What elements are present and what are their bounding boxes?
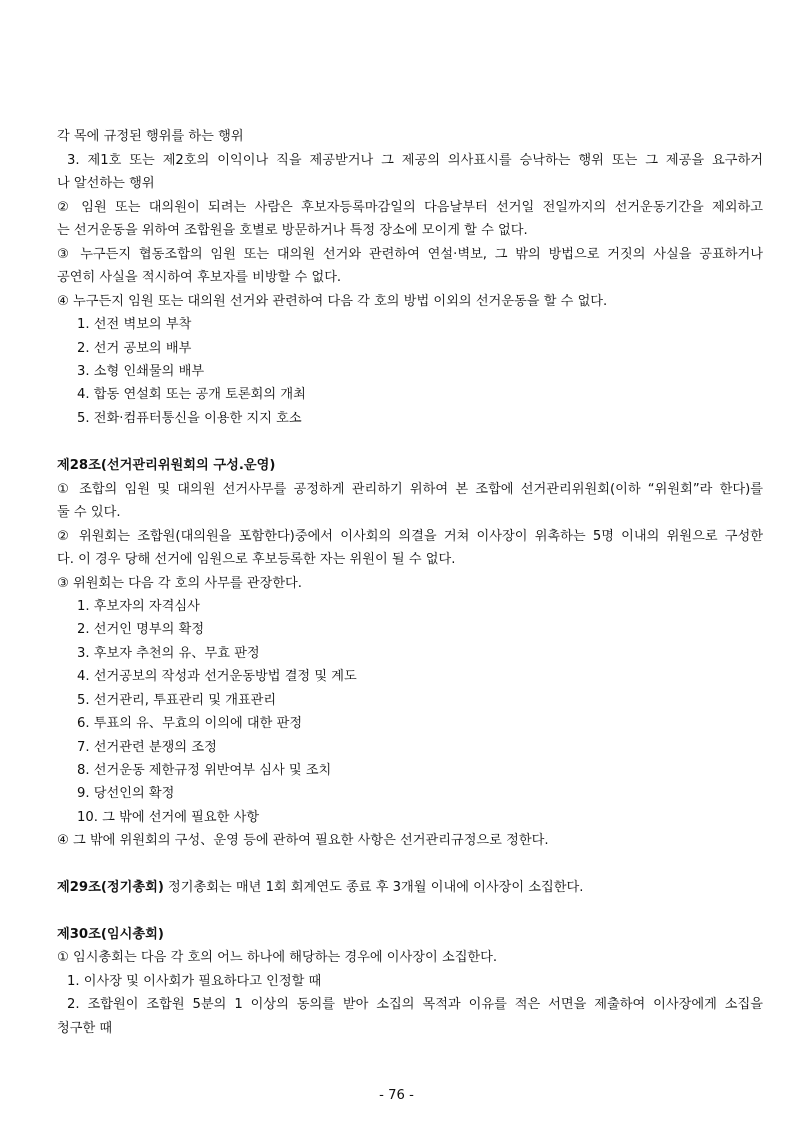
text-line: 둘 수 있다. — [57, 505, 121, 520]
list-item: 3. 후보자 추천의 유、무효 판정 — [77, 646, 260, 661]
paragraph-line: ① 임시총회는 다음 각 호의 어느 하나에 해당하는 경우에 이사장이 소집한다. — [57, 950, 498, 965]
paragraph-line: ② 임원 또는 대의원이 되려는 사람은 후보자등록마감일의 다음날부터 선거일 전일까지의 선거운동기간을 제외하고 — [57, 200, 763, 215]
text-line: 는 선거운동을 위하여 조합원을 호별로 방문하거나 특정 장소에 모이게 할 수 없다. — [57, 223, 528, 238]
list-item: 5. 선거관리, 투표관리 및 개표관리 — [77, 693, 277, 708]
list-item: 6. 투표의 유、무효의 이의에 대한 판정 — [77, 716, 303, 731]
article-heading: 제29조(정기총회) — [57, 880, 164, 895]
list-item: 10. 그 밖에 선거에 필요한 사항 — [77, 810, 260, 825]
page-number: - 76 - — [379, 1088, 414, 1103]
list-item: 1. 선전 벽보의 부착 — [77, 317, 192, 332]
paragraph-line: ① 조합의 임원 및 대의원 선거사무를 공정하게 관리하기 위하여 본 조합에 선거관리위원회(이하 “위원회”라 한다)를 — [57, 482, 763, 497]
list-item: 7. 선거관련 분쟁의 조정 — [77, 740, 217, 755]
article-line — [57, 878, 763, 898]
list-item: 3. 소형 인쇄물의 배부 — [77, 364, 205, 379]
text-line: 나 알선하는 행위 — [57, 176, 155, 191]
article-heading: 제28조(선거관리위원회의 구성.운영) — [57, 458, 276, 473]
list-item: 2. 선거 공보의 배부 — [77, 341, 192, 356]
list-item: 1. 후보자의 자격심사 — [77, 599, 200, 614]
list-item: 4. 합동 연설회 또는 공개 토론회의 개최 — [77, 387, 306, 402]
list-item: 4. 선거공보의 작성과 선거운동방법 결정 및 계도 — [77, 669, 357, 684]
list-item: 3. 제1호 또는 제2호의 이익이나 직을 제공받거나 그 제공의 의사표시를 승낙하는 행위 또는 그 제공을 요구하거 — [67, 153, 763, 168]
article-heading: 제30조(임시총회) — [57, 927, 164, 942]
paragraph-line: ④ 누구든지 임원 또는 대의원 선거와 관련하여 다음 각 호의 방법 이외의 선거운동을 할 수 없다. — [57, 294, 608, 309]
list-item: 2. 선거인 명부의 확정 — [77, 622, 205, 637]
list-item: 1. 이사장 및 이사회가 필요하다고 인정할 때 — [67, 974, 322, 989]
list-item: 5. 전화·컴퓨터통신을 이용한 지지 호소 — [77, 411, 302, 426]
text-line: 다. 이 경우 당해 선거에 임원으로 후보등록한 자는 위원이 될 수 없다. — [57, 552, 456, 567]
list-item: 9. 당선인의 확정 — [77, 786, 175, 801]
list-item: 2. 조합원이 조합원 5분의 1 이상의 동의를 받아 소집의 목적과 이유를 적은 서면을 제출하여 이사장에게 소집을 — [67, 997, 763, 1012]
text-line: 청구한 때 — [57, 1021, 113, 1036]
text-line: 각 목에 규정된 행위를 하는 행위 — [57, 129, 244, 144]
article-body: 정기총회는 매년 1회 회계연도 종료 후 3개월 이내에 이사장이 소집한다. — [163, 880, 584, 895]
text-line: 공연히 사실을 적시하여 후보자를 비방할 수 없다. — [57, 270, 342, 285]
paragraph-line: ④ 그 밖에 위원회의 구성、운영 등에 관하여 필요한 사항은 선거관리규정으로 정한다. — [57, 833, 549, 848]
list-item: 8. 선거운동 제한규정 위반여부 심사 및 조치 — [77, 763, 332, 778]
paragraph-line: ③ 누구든지 협동조합의 임원 또는 대의원 선거와 관련하여 연설·벽보, 그 밖의 방법으로 거짓의 사실을 공표하거나 — [57, 247, 763, 262]
paragraph-line: ② 위원회는 조합원(대의원을 포함한다)중에서 이사회의 의결을 거쳐 이사장이 위촉하는 5명 이내의 위원으로 구성한 — [57, 529, 763, 544]
paragraph-line: ③ 위원회는 다음 각 호의 사무를 관장한다. — [57, 576, 302, 591]
